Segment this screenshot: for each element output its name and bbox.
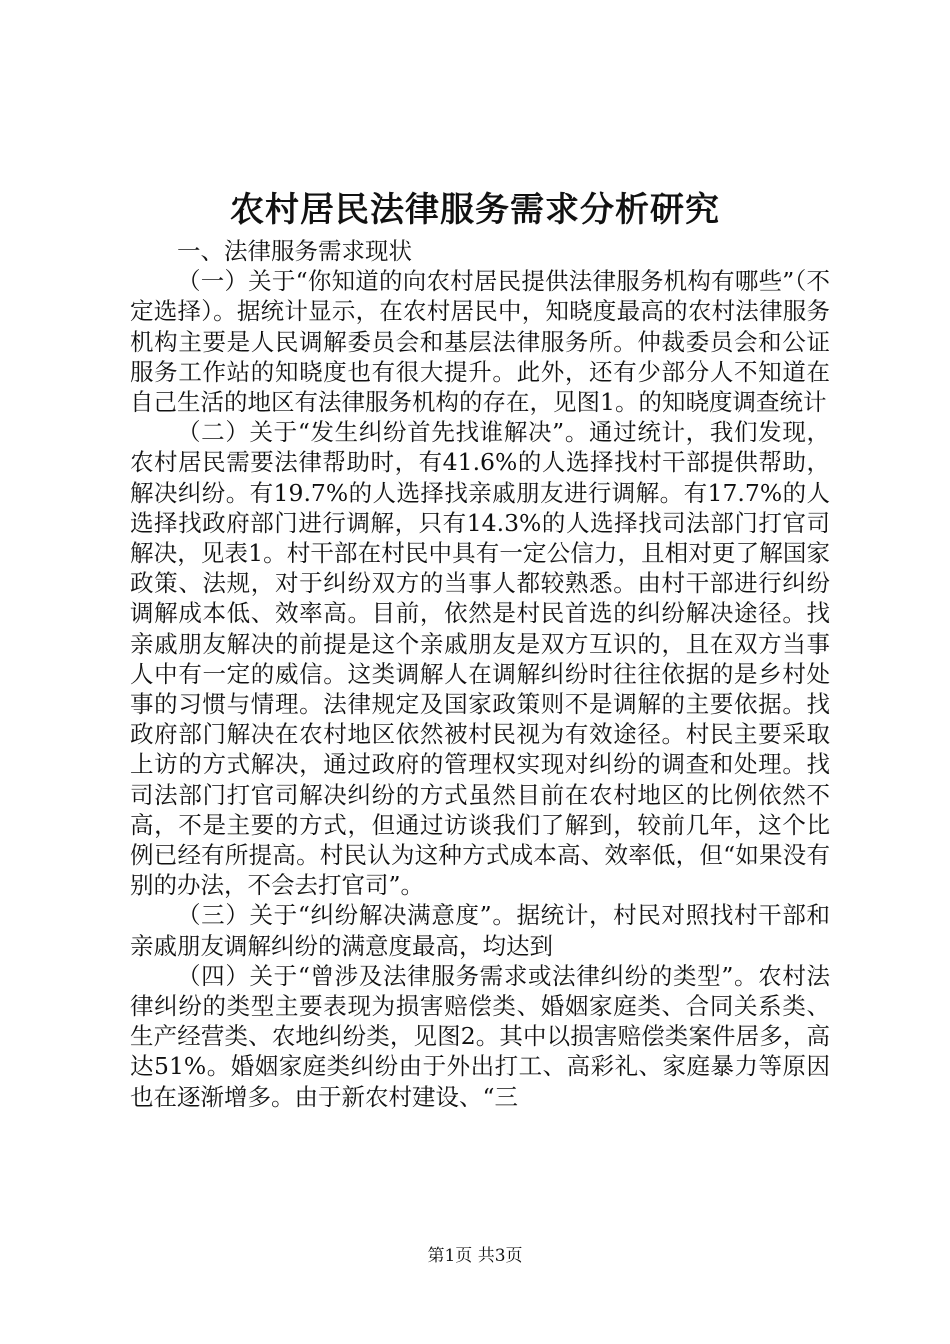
document-body <box>130 236 830 1112</box>
document-title: 农村居民法律服务需求分析研究 <box>230 190 720 230</box>
paragraph-1: （一）关于“你知道的向农村居民提供法律服务机构有哪些”（不定选择）。据统计显示，在农村居民中，知晓度最高的农村法律服务机构主要是人民调解委员会和基层法律服务所。仲裁委员会和公证服务工作站的知晓度也有很大提升。此外，还有少部分人不知道在自己生活的地区有法律服务机构的存在，见图1。的知晓度调查统计 <box>130 267 830 417</box>
paragraph-3: （三）关于“纠纷解决满意度”。据统计，村民对照找村干部和亲戚朋友调解纠纷的满意度最高，均达到 <box>130 901 830 960</box>
page-number: 第1页 共3页 <box>427 1246 523 1266</box>
paragraph-4: （四）关于“曾涉及法律服务需求或法律纠纷的类型”。农村法律纠纷的类型主要表现为损害赔偿类、婚姻家庭类、合同关系类、生产经营类、农地纠纷类，见图2。其中以损害赔偿类案件居多，高达51%。婚姻家庭类纠纷由于外出打工、高彩礼、家庭暴力等原因也在逐渐增多。由于新农村建设、“三 <box>130 961 830 1111</box>
section-heading: 一、法律服务需求现状 <box>177 237 412 265</box>
paragraph-2: （二）关于“发生纠纷首先找谁解决”。通过统计，我们发现，农村居民需要法律帮助时，有41.6%的人选择找村干部提供帮助，解决纠纷。有19.7%的人选择找亲戚朋友进行调解。有17.7%的人选择找政府部门进行调解，只有14.3%的人选择找司法部门打官司解决，见表1。村干部在村民中具有一定公信力，且相对更了解国家政策、法规，对于纠纷双方的当事人都较熟悉。由村干部进行纠纷调解成本低、效率高。目前，依然是村民首选的纠纷解决途径。找亲戚朋友解决的前提是这个亲戚朋友是双方互识的，且在双方当事人中有一定的威信。这类调解人在调解纠纷时往往依据的是乡村处事的习惯与情理。法律规定及国家政策则不是调解的主要依据。找政府部门解决在农村地区依然被村民视为有效途径。村民主要采取上访的方式解决，通过政府的管理权实现对纠纷的调查和处理。找司法部门打官司解决纠纷的方式虽然目前在农村地区的比例依然不高，不是主要的方式，但通过访谈我们了解到，较前几年，这个比例已经有所提高。村民认为这种方式成本高、效率低，但“如果没有别的办法，不会去打官司”。 <box>130 418 830 900</box>
